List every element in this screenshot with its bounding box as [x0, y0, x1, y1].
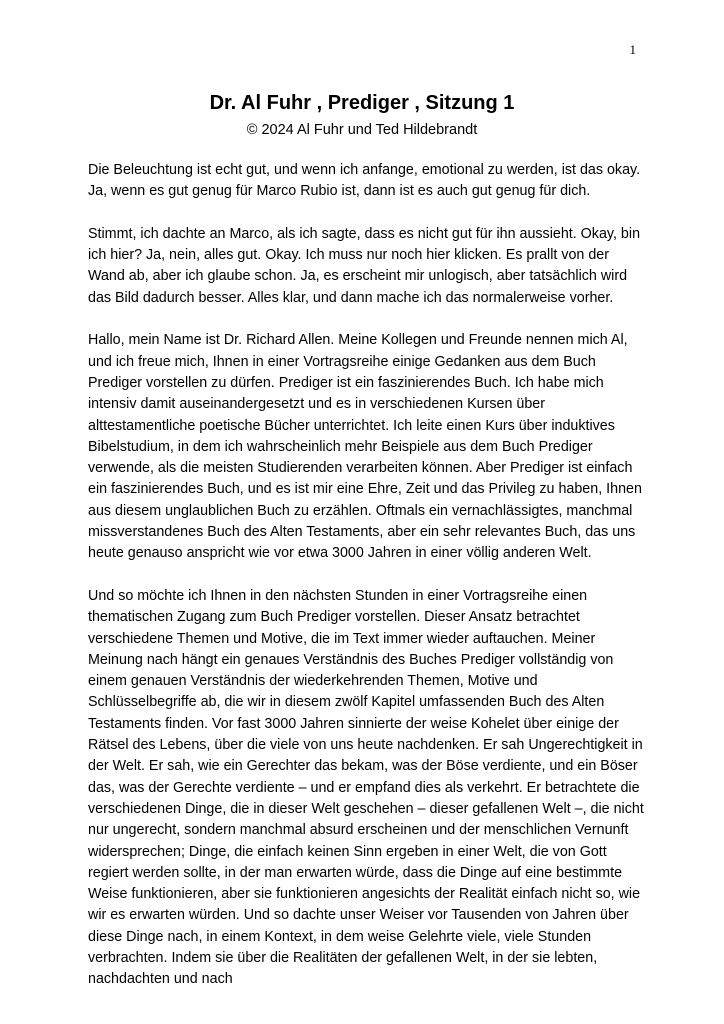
page-number: 1	[629, 42, 636, 57]
paragraph-4: Und so möchte ich Ihnen in den nächsten Stunden in einer Vortragsreihe einen thematischen Zugang zum Buch Prediger vorstellen. Dieser Ansatz betrachtet verschiedene Themen und Motive, die im Text immer wieder auftauchen. Meiner Meinung nach hängt ein genaues Verständnis des Buches Prediger vollständig von einem genauen Verständnis der wiederkehrenden Themen, Motive und Schlüsselbegriffe ab, die wir in diesem zwölf Kapitel umfassenden Buch des Alten Testaments finden. Vor fast 3000 Jahren sinnierte der weise Kohelet über einige der Rätsel des Lebens, über die viele von uns heute nachdenken. Er sah Ungerechtigkeit in der Welt. Er sah, wie ein Gerechter das bekam, was der Böse verdiente, und ein Böser das, was der Gerechte verdiente – und er empfand dies als verkehrt. Er betrachtete die verschiedenen Dinge, die in dieser Welt geschehen – dieser gefallenen Welt –, die nicht nur ungerecht, sondern manchmal absurd erscheinen und der menschlichen Vernunft widersprechen; Dinge, die einfach keinen Sinn ergeben in einer Welt, die von Gott regiert werden sollte, in der man erwarten würde, dass die Dinge auf eine bestimmte Weise funktionieren, aber sie funktionieren angesichts der Realität einfach nicht so, wie wir es erwarten würden. Und so dachte unser Weiser vor Tausenden von Jahren über diese Dinge nach, in einem Kontext, in dem weise Gelehrte viele, viele Stunden verbrachten. Indem sie über die Realitäten der gefallenen Welt, in der sie lebten, nachdachten und nach	[88, 587, 644, 988]
document-body	[88, 160, 648, 1012]
paragraph-2: Stimmt, ich dachte an Marco, als ich sagte, dass es nicht gut für ihn aussieht. Okay, bin ich hier? Ja, nein, alles gut. Okay. Ich muss nur noch hier klicken. Es prallt von der Wand ab, aber ich glaube schon. Ja, es erscheint mir unlogisch, aber tatsächlich wird das Bild dadurch besser. Alles klar, und dann mache ich das normalerweise vorher.	[88, 225, 641, 306]
copyright-line: © 2024 Al Fuhr und Ted Hildebrandt	[246, 122, 478, 138]
document-title: Dr. Al Fuhr , Prediger , Sitzung 1	[209, 92, 515, 114]
paragraph-1: Die Beleuchtung ist echt gut, und wenn ich anfange, emotional zu werden, ist das okay. Ja, wenn es gut genug für Marco Rubio ist, dann ist es auch gut genug für dich.	[88, 162, 641, 200]
paragraph-3: Hallo, mein Name ist Dr. Richard Allen. Meine Kollegen und Freunde nennen mich Al, und ich freue mich, Ihnen in einer Vortragsreihe einige Gedanken aus dem Buch Prediger vorstellen zu dürfen. Prediger ist ein faszinierendes Buch. Ich habe mich intensiv damit auseinandergesetzt und es in verschiedenen Kursen über alttestamentliche poetische Bücher unterrichtet. Ich leite einen Kurs über induktives Bibelstudium, in dem ich wahrscheinlich mehr Beispiele aus dem Buch Prediger verwende, als die meisten Studierenden verarbeiten können. Aber Prediger ist einfach ein faszinierendes Buch, und es ist mir eine Ehre, Zeit und das Privileg zu haben, Ihnen aus diesem unglaublichen Buch zu erzählen. Oftmals ein vernachlässigtes, manchmal missverstandenes Buch des Alten Testaments, aber ein sehr relevantes Buch, das uns heute genauso anspricht wie vor etwa 3000 Jahren in einer völlig anderen Welt.	[88, 332, 642, 562]
